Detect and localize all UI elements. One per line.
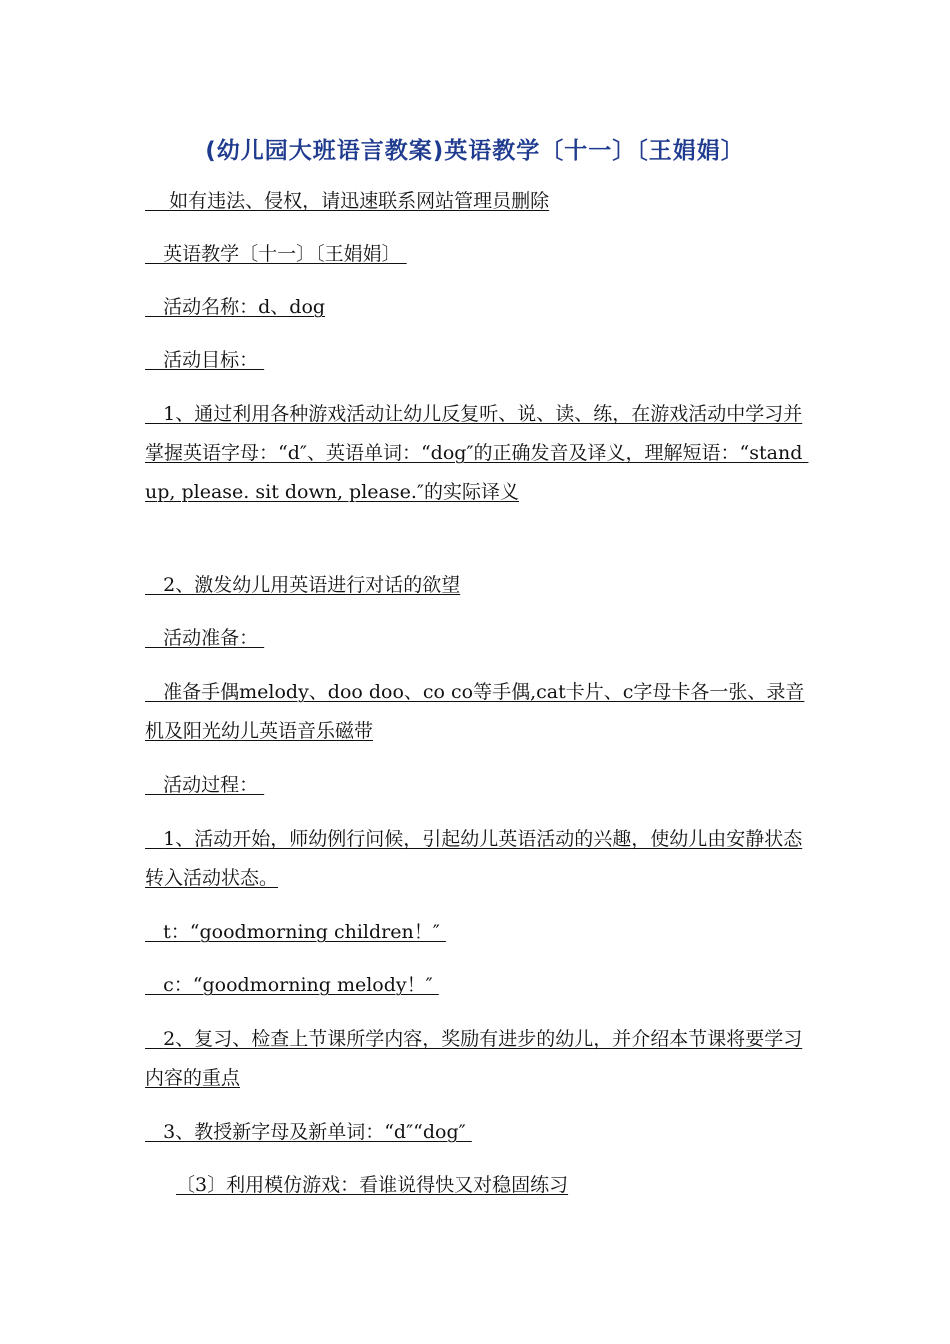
disclaimer-line: 如有违法、侵权，请迅速联系网站管理员删除	[145, 190, 550, 212]
subtitle-line: 英语教学〔十一〕〔王娟娟〕	[145, 243, 407, 265]
process-step-1: 1、活动开始，师幼例行问候，引起幼儿英语活动的兴趣，使幼儿由安静状态转入活动状态。	[145, 828, 803, 889]
dialogue-teacher: t：“goodmorning children！″	[145, 921, 446, 943]
objectives-heading: 活动目标：	[145, 349, 265, 371]
preparation-text: 准备手偶melody、doo doo、co co等手偶,cat卡片、c字母卡各一张、录音机及阳光幼儿英语音乐磁带	[145, 681, 805, 742]
activity-name: 活动名称：d、dog	[145, 296, 326, 318]
process-step-2: 2、复习、检查上节课所学内容，奖励有进步的幼儿，并介绍本节课将要学习内容的重点	[145, 1028, 803, 1089]
process-heading: 活动过程：	[145, 774, 265, 796]
objective-2: 2、激发幼儿用英语进行对话的欲望	[145, 574, 461, 596]
practice-item: 〔3〕利用模仿游戏：看谁说得快又对稳固练习	[176, 1174, 569, 1196]
process-step-3: 3、教授新字母及新单词：“d″“dog″	[145, 1121, 472, 1143]
document-title: (幼儿园大班语言教案)英语教学〔十一〕〔王娟娟〕	[205, 138, 745, 164]
preparation-heading: 活动准备：	[145, 627, 265, 649]
dialogue-children: c：“goodmorning melody！″	[145, 974, 439, 996]
objective-1: 1、通过利用各种游戏活动让幼儿反复听、说、读、练，在游戏活动中学习并掌握英语字母：“d″、英语单词：“dog″的正确发音及译义，理解短语：“stand up, please. sit down, please.″的实际译义	[145, 403, 809, 503]
